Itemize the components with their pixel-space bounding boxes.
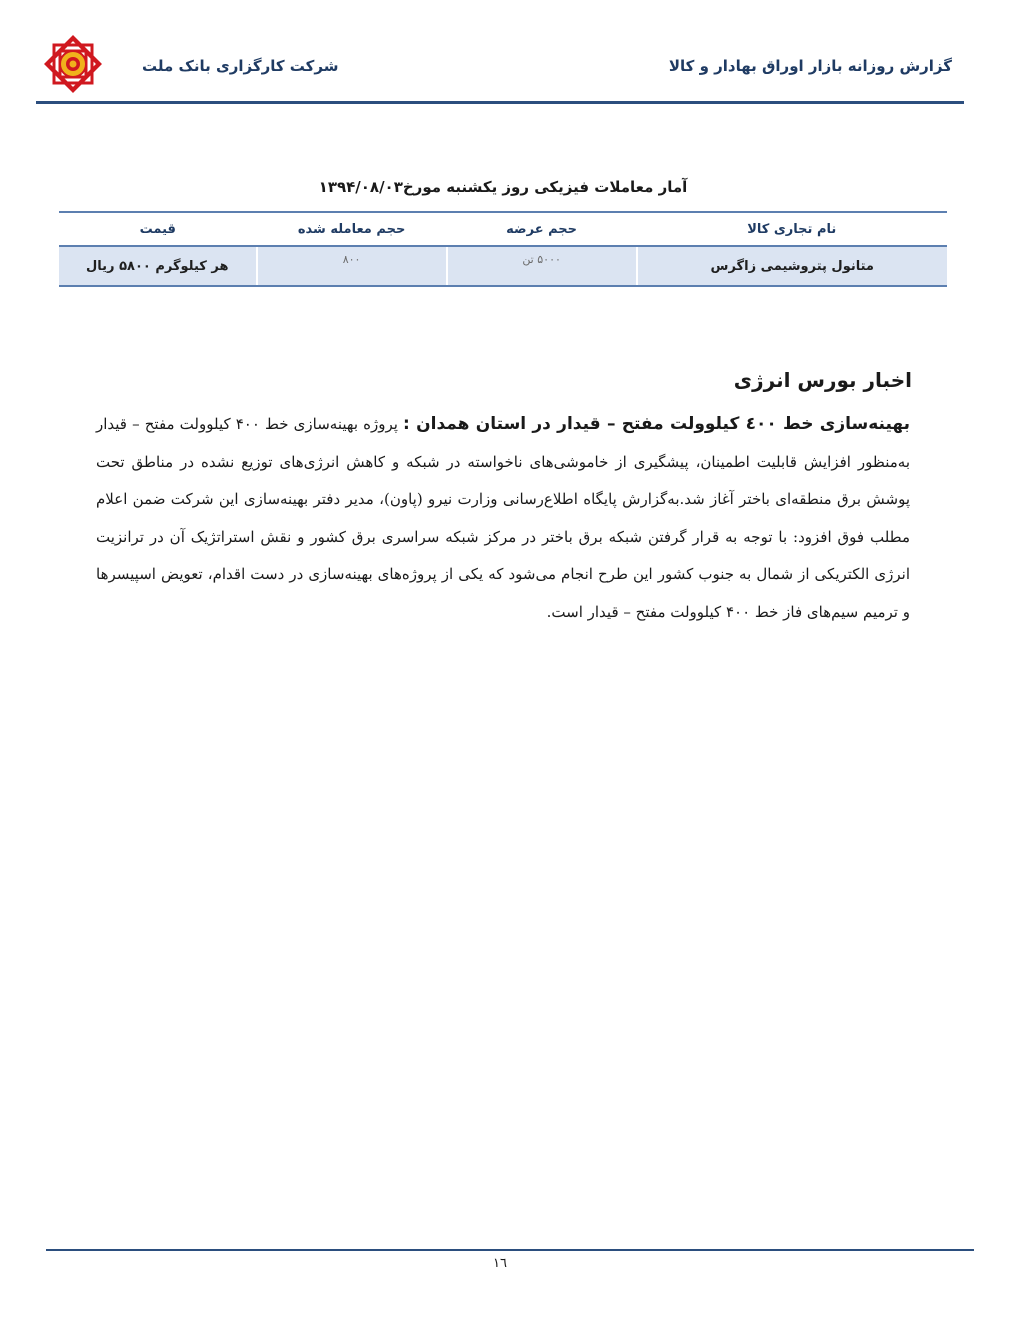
cell-offer: ۵۰۰۰ تن: [447, 246, 637, 286]
column-header-offer: حجم عرضه: [447, 212, 637, 246]
news-article: [96, 406, 910, 631]
cell-name: متانول پتروشیمی زاگرس: [637, 246, 947, 286]
article-body: پروژه بهینه‌سازی خط ۴۰۰ کیلوولت مفتح – قیدار به‌منظور افزایش قابلیت اطمینان، پیشگیری از خاموشی‌های ناخواسته در شبکه و کاهش انرژی‌های توزیع نشده در مناطق تحت پوشش برق منطقه‌ای باختر آغاز شد.به‌گزارش پایگاه اطلاع‌رسانی وزارت نیرو (پاون)، مدیر دفتر بهینه‌سازی این شرکت ضمن اعلام مطلب فوق افزود: با توجه به قرار گرفتن شبکه برق باختر در مرکز شبکه سراسری برق کشور و نقش استراتژیک آن در ترانزیت انرژی الکتریکی از شمال به جنوب کشور این طرح انجام می‌شود که یکی از پروژه‌های بهینه‌سازی در دست اقدام، تعویض اسپیسرها و ترمیم سیم‌های فاز خط ۴۰۰ کیلوولت مفتح – قیدار است.: [96, 415, 910, 621]
table-row: [59, 246, 947, 286]
table-header-row: [59, 212, 947, 246]
stats-table-title: آمار معاملات فیزیکی روز یکشنبه مورخ۱۳۹۴/۰۸/۰۳: [318, 178, 688, 196]
report-title: گزارش روزانه بازار اوراق بهادار و کالا: [668, 57, 952, 75]
column-header-traded: حجم معامله شده: [257, 212, 447, 246]
bank-mellat-logo-icon: [40, 31, 106, 97]
physical-trades-table: [59, 211, 947, 287]
company-name: شرکت کارگزاری بانک ملت: [142, 57, 339, 75]
column-header-price: قیمت: [59, 212, 257, 246]
footer-divider: [46, 1249, 974, 1251]
cell-price: هر کیلوگرم ۵۸۰۰ ریال: [59, 246, 257, 286]
cell-traded: ۸۰۰: [257, 246, 447, 286]
page-number: ١٦: [493, 1256, 507, 1271]
column-header-name: نام تجاری کالا: [637, 212, 947, 246]
section-heading: اخبار بورس انرژی: [733, 368, 912, 392]
article-lead: بهینه‌سازی خط ٤٠٠ کیلوولت مفتح – قیدار در استان همدان :: [403, 414, 911, 434]
header-divider: [36, 101, 964, 104]
